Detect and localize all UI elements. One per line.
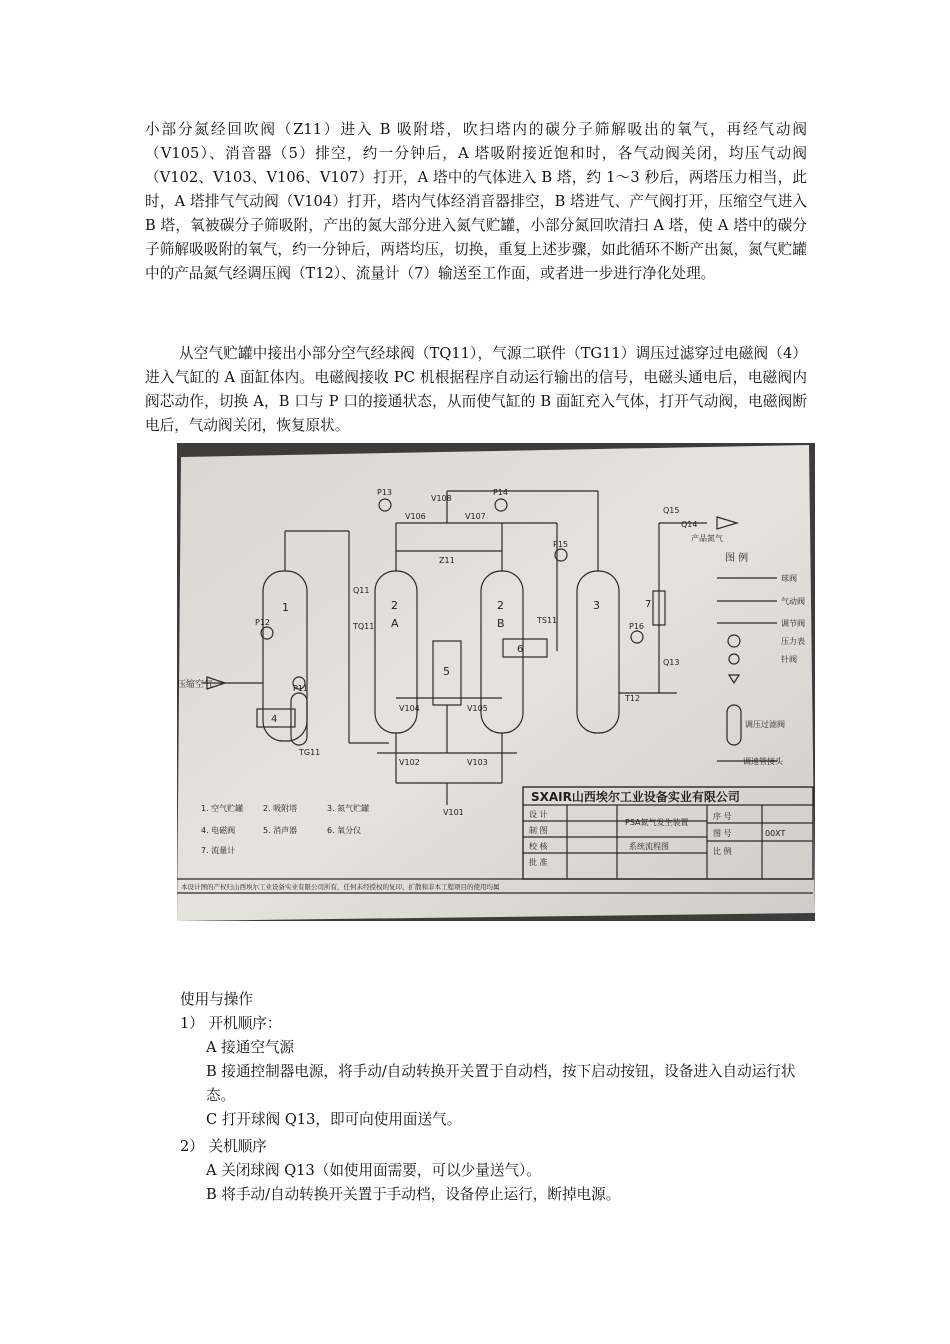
diagram-svg — [177, 443, 815, 921]
tb-drawing: 系统流程图 — [629, 842, 669, 851]
tower-b-label: B — [497, 617, 505, 630]
legend-item-7: 调速管接头 — [743, 757, 783, 766]
v107-label: V107 — [465, 512, 486, 521]
ops-startup-title: 1） 开机顺序： — [180, 1015, 282, 1032]
part-4: 4. 电磁阀 — [201, 826, 236, 835]
tower-a-label: A — [391, 617, 399, 630]
tower-b-num: 2 — [497, 599, 504, 612]
legend-item-4: 压力表 — [781, 637, 805, 646]
tb-field-2: 图 号 — [713, 829, 732, 838]
ops-heading: 使用与操作 — [180, 991, 253, 1008]
legend-item-6: 调压过滤阀 — [745, 720, 785, 729]
product-label: 产品氮气 — [691, 534, 723, 543]
legend-item-5: 针阀 — [781, 655, 797, 664]
legend-item-1: 球阀 — [781, 574, 797, 583]
ops-shutdown-title: 2） 关机顺序 — [180, 1138, 267, 1155]
tb-field-1: 序 号 — [713, 812, 732, 821]
tb-row-1: 设 计 — [529, 810, 548, 819]
v102-label: V102 — [399, 758, 420, 767]
p14-label: P14 — [493, 488, 509, 497]
ts11-label: TS11 — [537, 616, 558, 625]
v106-label: V106 — [405, 512, 426, 521]
legend-title: 图 例 — [725, 553, 749, 564]
q15-label: Q15 — [663, 506, 680, 515]
tb-row-2: 制 图 — [529, 826, 548, 835]
flowmeter-label: 7 — [645, 599, 652, 610]
tank-3-label: 3 — [593, 599, 600, 612]
v103-label: V103 — [467, 758, 488, 767]
tank-1-label: 1 — [282, 601, 289, 614]
q11-label: Q11 — [353, 586, 370, 595]
tb-footer: 本设计图的产权归山西埃尔工业设备实业有限公司所有，任何未经授权的复印、扩散和非本工程项目的使用均属 — [181, 883, 500, 891]
inlet-label: 压缩空气 — [177, 680, 214, 690]
q13-label: Q13 — [663, 658, 680, 667]
tb-field-3: 比 例 — [713, 847, 732, 856]
ops-startup-step-c: C 打开球阀 Q13，即可向使用面送气。 — [206, 1111, 462, 1128]
tg11-label: TG11 — [299, 748, 321, 757]
part-7: 7. 流量计 — [201, 846, 236, 855]
part-1: 1. 空气贮罐 — [201, 804, 244, 813]
p16-label: P16 — [629, 622, 645, 631]
paragraph-operation-cycle: 小部分氮经回吹阀（Z11）进入 B 吸附塔，吹扫塔内的碳分子筛解吸出的氧气，再经气动阀（V105）、消音器（5）排空，约一分钟后，A 塔吸附接近饱和时，各气动阀关闭，均压气动阀（V102、V103、V106、V107）打开，A 塔中的气体进入 B 塔，约 1～3 秒后，两塔压力相当，此时，A 塔排气气动阀（V104）打开，塔内气体经消音器排空，B 塔进气、产气阀打开，压缩空气进入 B 塔，氧被碳分子筛吸附，产出的氮大部分进入氮气贮罐，小部分氮回吹清扫 A 塔，使 A 塔中的碳分子筛解吸吸附的氧气，约一分钟后，两塔均压，切换，重复上述步骤，如此循环不断产出氮，氮气贮罐中的产品氮气经调压阀（T12）、流量计（7）输送至工作面，或者进一步进行净化处理。 — [145, 121, 807, 282]
company-name: SXAIR山西埃尔工业设备实业有限公司 — [531, 790, 740, 804]
ops-shutdown-step-a: A 关闭球阀 Q13（如使用面需要，可以少量送气）。 — [206, 1162, 541, 1179]
v104-label: V104 — [399, 704, 420, 713]
tower-a-num: 2 — [391, 599, 398, 612]
tb-row-3: 校 核 — [529, 842, 548, 851]
paragraph-solenoid-control: 从空气贮罐中接出小部分空气经球阀（TQ11），气源二联件（TG11）调压过滤穿过电磁阀（4）进入气缸的 A 面缸体内。电磁阀接收 PC 机根据程序自动运行输出的信号，电磁头通电后，电磁阀内阀芯动作，切换 A，B 口与 P 口的接通状态，从而使气缸的 B 面缸充入气体，打开气动阀，电磁阀断电后，气动阀关闭，恢复原状。 — [145, 345, 807, 434]
tb-row-4: 批 准 — [529, 858, 548, 867]
part-5: 5. 消声器 — [263, 826, 298, 835]
tb-drawing-no: 00XT — [765, 829, 786, 838]
muffler-label: 5 — [443, 665, 450, 678]
p11-label: P11 — [293, 684, 309, 693]
tq11-label: TQ11 — [353, 622, 375, 631]
v105-label: V105 — [467, 704, 488, 713]
v108-label: V108 — [431, 494, 452, 503]
process-flow-diagram-photo — [177, 443, 815, 921]
box-6-label: 6 — [517, 644, 524, 655]
part-3: 3. 氮气贮罐 — [327, 804, 370, 813]
legend-item-2: 气动阀 — [781, 597, 805, 606]
v101-label: V101 — [443, 808, 464, 817]
ops-startup-step-a: A 接通空气源 — [206, 1039, 295, 1056]
t12-label: T12 — [625, 694, 641, 703]
p12-label: P12 — [255, 618, 271, 627]
ops-shutdown-step-b: B 将手动/自动转换开关置于手动档，设备停止运行，断掉电源。 — [206, 1186, 621, 1203]
part-6: 6. 氧分仪 — [327, 826, 362, 835]
ops-startup-step-b: B 接通控制器电源，将手动/自动转换开关置于自动档，按下启动按钮，设备进入自动运行状态。 — [206, 1063, 796, 1104]
z11-label: Z11 — [439, 556, 455, 565]
box-4-label: 4 — [271, 714, 278, 725]
q14-label: Q14 — [681, 520, 698, 529]
legend-item-3: 调节阀 — [781, 619, 805, 628]
p15-label: P15 — [553, 540, 569, 549]
part-2: 2. 吸附塔 — [263, 804, 298, 813]
p13-label: P13 — [377, 488, 393, 497]
tb-product: PSA氮气发生装置 — [625, 818, 689, 827]
